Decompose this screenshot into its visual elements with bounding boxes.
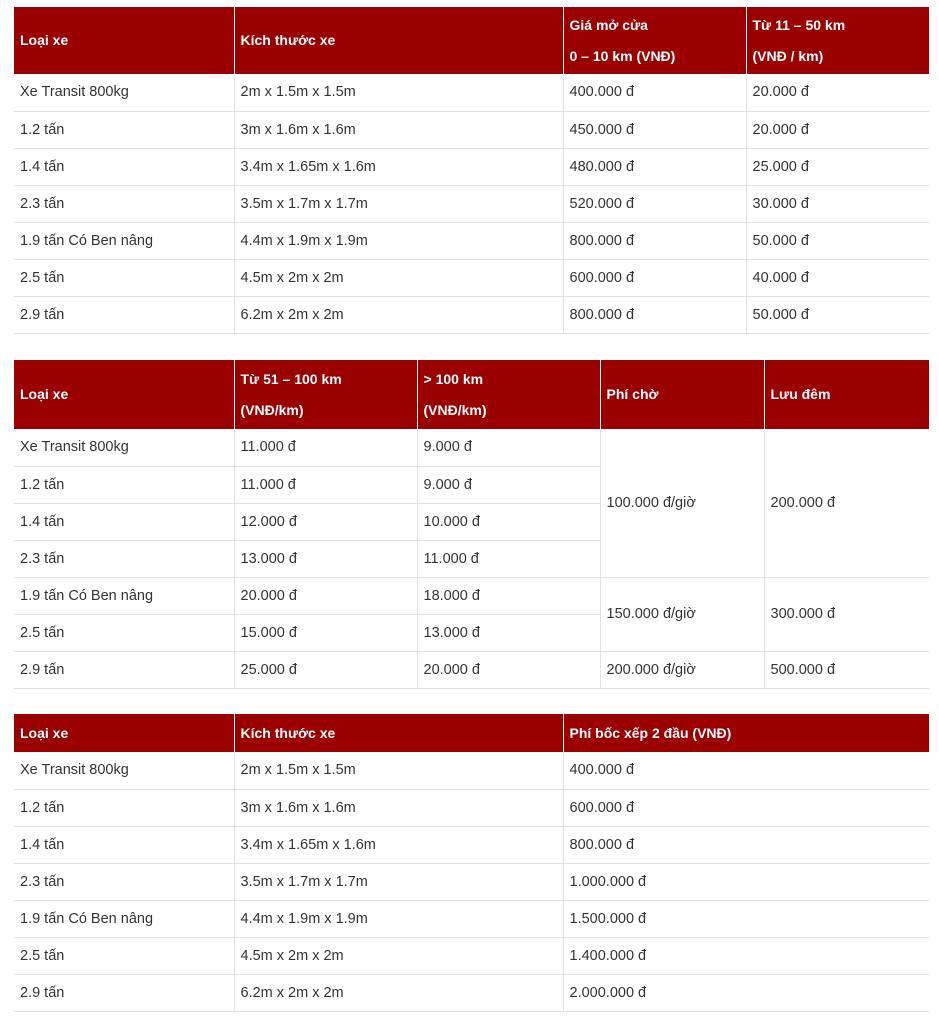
cell-rate-51-100: 15.000 đ bbox=[234, 614, 417, 651]
cell-vehicle: Xe Transit 800kg bbox=[14, 74, 234, 111]
cell-rate: 40.000 đ bbox=[746, 259, 929, 296]
table-row bbox=[14, 222, 929, 259]
table-row bbox=[14, 974, 929, 1011]
cell-opening-price: 800.000 đ bbox=[563, 296, 746, 333]
cell-loading-fee: 400.000 đ bbox=[563, 752, 929, 789]
cell-vehicle: 1.4 tấn bbox=[14, 826, 234, 863]
cell-vehicle: 1.9 tấn Có Ben nâng bbox=[14, 577, 234, 614]
cell-rate: 20.000 đ bbox=[746, 111, 929, 148]
header-51-100km: Từ 51 – 100 km (VNĐ/km) bbox=[234, 360, 417, 429]
cell-rate-over-100: 9.000 đ bbox=[417, 429, 600, 466]
cell-vehicle: 2.3 tấn bbox=[14, 863, 234, 900]
header-overnight-fee: Lưu đêm bbox=[764, 360, 929, 429]
cell-vehicle: 1.9 tấn Có Ben nâng bbox=[14, 900, 234, 937]
table-row bbox=[14, 863, 929, 900]
cell-loading-fee: 2.000.000 đ bbox=[563, 974, 929, 1011]
table-row bbox=[14, 296, 929, 333]
cell-loading-fee: 1.000.000 đ bbox=[563, 863, 929, 900]
table-row bbox=[14, 74, 929, 111]
cell-rate-over-100: 18.000 đ bbox=[417, 577, 600, 614]
cell-opening-price: 400.000 đ bbox=[563, 74, 746, 111]
cell-opening-price: 520.000 đ bbox=[563, 185, 746, 222]
cell-opening-price: 450.000 đ bbox=[563, 111, 746, 148]
table-row bbox=[14, 111, 929, 148]
cell-size: 4.5m x 2m x 2m bbox=[234, 259, 563, 296]
header-vehicle-type: Loại xe bbox=[14, 360, 234, 429]
cell-size: 2m x 1.5m x 1.5m bbox=[234, 74, 563, 111]
cell-size: 4.4m x 1.9m x 1.9m bbox=[234, 222, 563, 259]
cell-size: 4.4m x 1.9m x 1.9m bbox=[234, 900, 563, 937]
cell-vehicle: 2.5 tấn bbox=[14, 614, 234, 651]
cell-vehicle: 2.9 tấn bbox=[14, 651, 234, 688]
cell-loading-fee: 800.000 đ bbox=[563, 826, 929, 863]
cell-opening-price: 600.000 đ bbox=[563, 259, 746, 296]
table-row bbox=[14, 148, 929, 185]
cell-rate-51-100: 12.000 đ bbox=[234, 503, 417, 540]
cell-vehicle: 1.2 tấn bbox=[14, 789, 234, 826]
table-row bbox=[14, 752, 929, 789]
cell-vehicle: 1.9 tấn Có Ben nâng bbox=[14, 222, 234, 259]
cell-rate-51-100: 20.000 đ bbox=[234, 577, 417, 614]
cell-rate: 50.000 đ bbox=[746, 222, 929, 259]
header-loading-fee: Phí bốc xếp 2 đầu (VNĐ) bbox=[563, 714, 929, 752]
cell-vehicle: Xe Transit 800kg bbox=[14, 429, 234, 466]
table-row bbox=[14, 651, 929, 688]
header-opening-price: Giá mở cửa 0 – 10 km (VNĐ) bbox=[563, 7, 746, 74]
cell-loading-fee: 1.400.000 đ bbox=[563, 937, 929, 974]
table-header-row bbox=[14, 7, 929, 74]
cell-loading-fee: 1.500.000 đ bbox=[563, 900, 929, 937]
cell-size: 3.5m x 1.7m x 1.7m bbox=[234, 185, 563, 222]
cell-vehicle: 1.4 tấn bbox=[14, 503, 234, 540]
header-vehicle-size: Kích thước xe bbox=[234, 714, 563, 752]
cell-rate-over-100: 11.000 đ bbox=[417, 540, 600, 577]
price-table-loading bbox=[14, 714, 929, 1012]
price-table-long-distance bbox=[14, 360, 929, 689]
cell-rate-over-100: 9.000 đ bbox=[417, 466, 600, 503]
cell-vehicle: 2.9 tấn bbox=[14, 974, 234, 1011]
table-row bbox=[14, 826, 929, 863]
header-over-100km: > 100 km (VNĐ/km) bbox=[417, 360, 600, 429]
cell-rate: 25.000 đ bbox=[746, 148, 929, 185]
cell-rate-51-100: 11.000 đ bbox=[234, 429, 417, 466]
header-vehicle-type: Loại xe bbox=[14, 7, 234, 74]
cell-opening-price: 800.000 đ bbox=[563, 222, 746, 259]
cell-opening-price: 480.000 đ bbox=[563, 148, 746, 185]
table-row bbox=[14, 259, 929, 296]
cell-vehicle: 2.5 tấn bbox=[14, 937, 234, 974]
table-row bbox=[14, 577, 929, 614]
cell-vehicle: 2.9 tấn bbox=[14, 296, 234, 333]
cell-size: 6.2m x 2m x 2m bbox=[234, 974, 563, 1011]
table-row bbox=[14, 185, 929, 222]
cell-size: 3.5m x 1.7m x 1.7m bbox=[234, 863, 563, 900]
cell-vehicle: 1.2 tấn bbox=[14, 466, 234, 503]
cell-size: 2m x 1.5m x 1.5m bbox=[234, 752, 563, 789]
table-row bbox=[14, 900, 929, 937]
cell-rate-51-100: 11.000 đ bbox=[234, 466, 417, 503]
table-row bbox=[14, 937, 929, 974]
cell-overnight-fee: 500.000 đ bbox=[764, 651, 929, 688]
cell-size: 3.4m x 1.65m x 1.6m bbox=[234, 826, 563, 863]
cell-size: 4.5m x 2m x 2m bbox=[234, 937, 563, 974]
cell-overnight-fee: 200.000 đ bbox=[764, 429, 929, 577]
table-header-row bbox=[14, 360, 929, 429]
header-waiting-fee: Phí chờ bbox=[600, 360, 764, 429]
cell-loading-fee: 600.000 đ bbox=[563, 789, 929, 826]
cell-vehicle: 1.2 tấn bbox=[14, 111, 234, 148]
cell-vehicle: Xe Transit 800kg bbox=[14, 752, 234, 789]
cell-rate: 50.000 đ bbox=[746, 296, 929, 333]
cell-rate: 20.000 đ bbox=[746, 74, 929, 111]
cell-size: 3m x 1.6m x 1.6m bbox=[234, 789, 563, 826]
cell-waiting-fee: 100.000 đ/giờ bbox=[600, 429, 764, 577]
cell-vehicle: 2.3 tấn bbox=[14, 185, 234, 222]
cell-rate-over-100: 13.000 đ bbox=[417, 614, 600, 651]
table-row bbox=[14, 429, 929, 466]
cell-waiting-fee: 150.000 đ/giờ bbox=[600, 577, 764, 651]
cell-rate-51-100: 25.000 đ bbox=[234, 651, 417, 688]
header-vehicle-type: Loại xe bbox=[14, 714, 234, 752]
price-table-base bbox=[14, 7, 929, 334]
cell-vehicle: 2.5 tấn bbox=[14, 259, 234, 296]
header-vehicle-size: Kích thước xe bbox=[234, 7, 563, 74]
cell-rate-51-100: 13.000 đ bbox=[234, 540, 417, 577]
cell-waiting-fee: 200.000 đ/giờ bbox=[600, 651, 764, 688]
header-11-50km: Từ 11 – 50 km (VNĐ / km) bbox=[746, 7, 929, 74]
cell-rate: 30.000 đ bbox=[746, 185, 929, 222]
cell-size: 6.2m x 2m x 2m bbox=[234, 296, 563, 333]
cell-vehicle: 1.4 tấn bbox=[14, 148, 234, 185]
cell-rate-over-100: 10.000 đ bbox=[417, 503, 600, 540]
cell-vehicle: 2.3 tấn bbox=[14, 540, 234, 577]
table-row bbox=[14, 789, 929, 826]
table-header-row bbox=[14, 714, 929, 752]
cell-rate-over-100: 20.000 đ bbox=[417, 651, 600, 688]
cell-overnight-fee: 300.000 đ bbox=[764, 577, 929, 651]
cell-size: 3.4m x 1.65m x 1.6m bbox=[234, 148, 563, 185]
cell-size: 3m x 1.6m x 1.6m bbox=[234, 111, 563, 148]
